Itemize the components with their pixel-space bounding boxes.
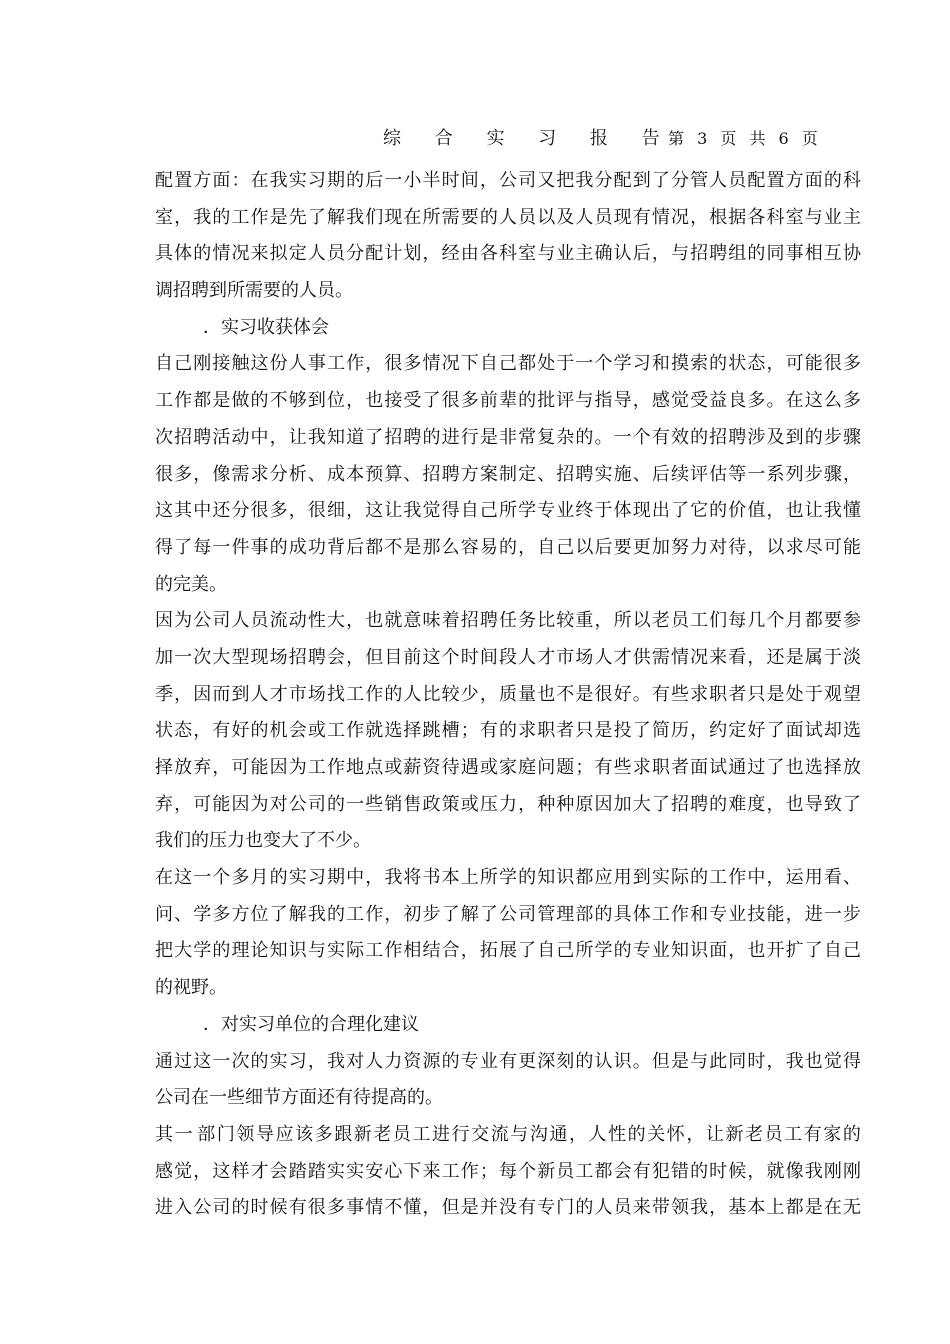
text-line: 很 多 ， 像 需 求 分 析 、 成 本 预 算 、 招 聘 方 案 制 定 、 招 聘 实 施 、 后 续 评 估 等 一 系 列 步 骤 ，: [155, 463, 861, 485]
text-line: 把 大 学 的 理 论 知 识 与 实 际 工 作 相 结 合 ， 拓 展 了 自 己 所 学 的 专 业 知 识 面 ， 也 开 扩 了 自 己: [155, 940, 861, 962]
text-line: 的完美。: [155, 573, 227, 595]
text-line: 进 入 公 司 的 时 候 有 很 多 事 情 不 懂 ， 但 是 并 没 有 专 门 的 人 员 来 带 领 我 ， 基 本 上 都 是 在 无: [155, 1197, 861, 1219]
text-line: 自 己 刚 接 触 这 份 人 事 工 作 ， 很 多 情 况 下 自 己 都 处 于 一 个 学 习 和 摸 索 的 状 态 ， 可 能 很 多: [155, 353, 861, 375]
text-line: 弃 ， 可 能 因 为 对 公 司 的 一 些 销 售 政 策 或 压 力 ， 种 种 原 因 加 大 了 招 聘 的 难 度 ， 也 导 致 了: [155, 793, 861, 815]
text-line: 配 置 方 面 ： 在 我 实 习 期 的 后 一 小 半 时 间 ， 公 司 又 把 我 分 配 到 了 分 管 人 员 配 置 方 面 的 科: [155, 170, 861, 191]
text-line: 状 态 ， 有 好 的 机 会 或 工 作 就 选 择 跳 槽 ； 有 的 求 职 者 只 是 投 了 简 历 ， 约 定 好 了 面 试 却 选: [155, 720, 861, 742]
section-heading: ．对实习单位的合理化建议: [203, 1013, 419, 1035]
text-line: 择 放 弃 ， 可 能 因 为 工 作 地 点 或 薪 资 待 遇 或 家 庭 问 题 ； 有 些 求 职 者 面 试 通 过 了 也 选 择 放: [155, 757, 861, 778]
text-line: 调招聘到所需要的人员。: [155, 280, 353, 302]
text-line: 其 一 部 门 领 导 应 该 多 跟 新 老 员 工 进 行 交 流 与 沟 通 ， 人 性 的 关 怀 ， 让 新 老 员 工 有 家 的: [155, 1123, 861, 1145]
text-line: 具 体 的 情 况 来 拟 定 人 员 分 配 计 划 ， 经 由 各 科 室 与 业 主 确 认 后 ， 与 招 聘 组 的 同 事 相 互 协: [155, 243, 861, 265]
text-line: 次 招 聘 活 动 中 ， 让 我 知 道 了 招 聘 的 进 行 是 非 常 复 杂 的 。 一 个 有 效 的 招 聘 涉 及 到 的 步 骤: [155, 426, 861, 448]
text-line: 工 作 都 是 做 的 不 够 到 位 ， 也 接 受 了 很 多 前 辈 的 批 评 与 指 导 ， 感 觉 受 益 良 多 。 在 这 么 多: [155, 390, 861, 412]
report-title: 综 合 实 习 报 告: [383, 128, 674, 149]
text-line: 得 了 每 一 件 事 的 成 功 背 后 都 不 是 那 么 容 易 的 ， 自 己 以 后 要 更 加 努 力 对 待 ， 以 求 尽 可 能: [155, 536, 861, 558]
document-body: [155, 163, 861, 1227]
text-line: 通 过 这 一 次 的 实 习 ， 我 对 人 力 资 源 的 专 业 有 更 深 刻 的 认 识 。 但 是 与 此 同 时 ， 我 也 觉 得: [155, 1050, 861, 1072]
page-number: 第 3 页 共 6 页: [668, 129, 822, 148]
section-heading: ．实习收获体会: [203, 316, 329, 338]
text-line: 的视野。: [155, 977, 227, 999]
text-line: 加 一 次 大 型 现 场 招 聘 会 ， 但 目 前 这 个 时 间 段 人 才 市 场 人 才 供 需 情 况 来 看 ， 还 是 属 于 淡: [155, 646, 861, 668]
text-line: 公司在一些细节方面还有待提高的。: [155, 1087, 443, 1109]
text-line: 在 这 一 个 多 月 的 实 习 期 中 ， 我 将 书 本 上 所 学 的 知 识 都 应 用 到 实 际 的 工 作 中 ， 运 用 看 、: [155, 867, 861, 889]
text-line: 室 ， 我 的 工 作 是 先 了 解 我 们 现 在 所 需 要 的 人 员 以 及 人 员 现 有 情 况 ， 根 据 各 科 室 与 业 主: [155, 206, 861, 228]
text-line: 我们的压力也变大了不少。: [155, 830, 371, 852]
text-line: 问 、 学 多 方 位 了 解 我 的 工 作 ， 初 步 了 解 了 公 司 管 理 部 的 具 体 工 作 和 专 业 技 能 ， 进 一 步: [155, 903, 861, 925]
text-line: 这 其 中 还 分 很 多 ， 很 细 ， 这 让 我 觉 得 自 己 所 学 专 业 终 于 体 现 出 了 它 的 价 值 ， 也 让 我 懂: [155, 500, 861, 522]
text-line: 感 觉 ， 这 样 才 会 踏 踏 实 实 安 心 下 来 工 作 ； 每 个 新 员 工 都 会 有 犯 错 的 时 候 ， 就 像 我 刚 刚: [155, 1160, 861, 1182]
text-line: 因 为 公 司 人 员 流 动 性 大 ， 也 就 意 味 着 招 聘 任 务 比 较 重 ， 所 以 老 员 工 们 每 几 个 月 都 要 参: [155, 610, 861, 632]
text-line: 季 ， 因 而 到 人 才 市 场 找 工 作 的 人 比 较 少 ， 质 量 也 不 是 很 好 。 有 些 求 职 者 只 是 处 于 观 望: [155, 683, 861, 705]
